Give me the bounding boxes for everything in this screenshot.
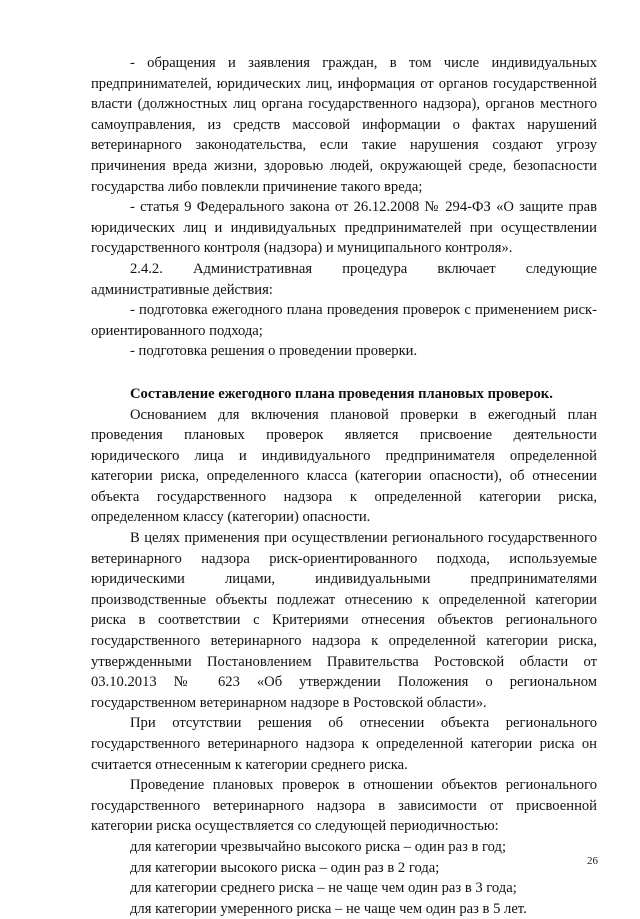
document-page [91, 53, 597, 919]
paragraph-grounds-appeals: - обращения и заявления граждан, в том числе индивидуальных предпринимателей, юридических лиц, информация от органов государственной власти (должностных лиц органа государственного надзора), органов местного самоуправления, из средств массовой информации о фактах нарушений ветеринарного законодательства, если такие нарушения создают угрозу причинения вреда жизни, здоровью людей, окружающей среде, безопасности государства либо повлекли причинение такого вреда; [91, 55, 597, 195]
list-item: для категории умеренного риска – не чаще чем один раз в 5 лет. [130, 900, 527, 917]
page-number: 26 [587, 855, 598, 867]
section-heading: Составление ежегодного плана проведения плановых проверок. [130, 385, 553, 402]
list-item: для категории среднего риска – не чаще чем один раз в 3 года; [130, 880, 517, 897]
paragraph-procedure-actions: 2.4.2. Административная процедура включает следующие административные действия: [91, 260, 597, 298]
paragraph-risk-approach: В целях применения при осуществлении регионального государственного ветеринарного надзора риск-ориентированного подхода, используемые юридическими лицами, индивидуальными предпринимателями производственные объекты подлежат отнесению к определенной категории риска в соответствии с Критериями отнесения объектов регионального государственного ветеринарного надзора к определенной категории риска, утвержденными Постановлением Правительства Ростовской области от 03.10.2013 № 623 «Об утверждении Положения о региональном государственном ветеринарном надзоре в Ростовской области». [91, 530, 597, 711]
list-item: для категории чрезвычайно высокого риска – один раз в год; [130, 838, 506, 855]
periodicity-list [91, 837, 597, 919]
paragraph-action-decision: - подготовка решения о проведении проверки. [130, 343, 418, 360]
paragraph-default-risk: При отсутствии решения об отнесении объекта регионального государственного ветеринарного надзора к определенной категории риска он считается отнесенным к категории среднего риска. [91, 715, 597, 773]
paragraph-periodicity-intro: Проведение плановых проверок в отношении объектов регионального государственного ветеринарного надзора в зависимости от присвоенной категории риска осуществляется со следующей периодичностью: [91, 777, 597, 835]
paragraph-grounds-law-294: - статья 9 Федерального закона от 26.12.2008 № 294-ФЗ «О защите прав юридических лиц и индивидуальных предпринимателей при осуществлении государственного контроля (надзора) и муниципального контроля». [91, 199, 597, 257]
paragraph-basis-inclusion: Основанием для включения плановой проверки в ежегодный план проведения плановых проверок является присвоение деятельности юридического лица и индивидуального предпринимателя определенной категории риска, определенного класса (категории опасности), об отнесении объекта государственного надзора к определенной категории риска, определенном классу (категории) опасности. [91, 406, 597, 526]
list-item: для категории высокого риска – один раз в 2 года; [130, 859, 440, 876]
paragraph-action-annual-plan: - подготовка ежегодного плана проведения проверок с применением риск-ориентированного подхода; [91, 302, 597, 339]
